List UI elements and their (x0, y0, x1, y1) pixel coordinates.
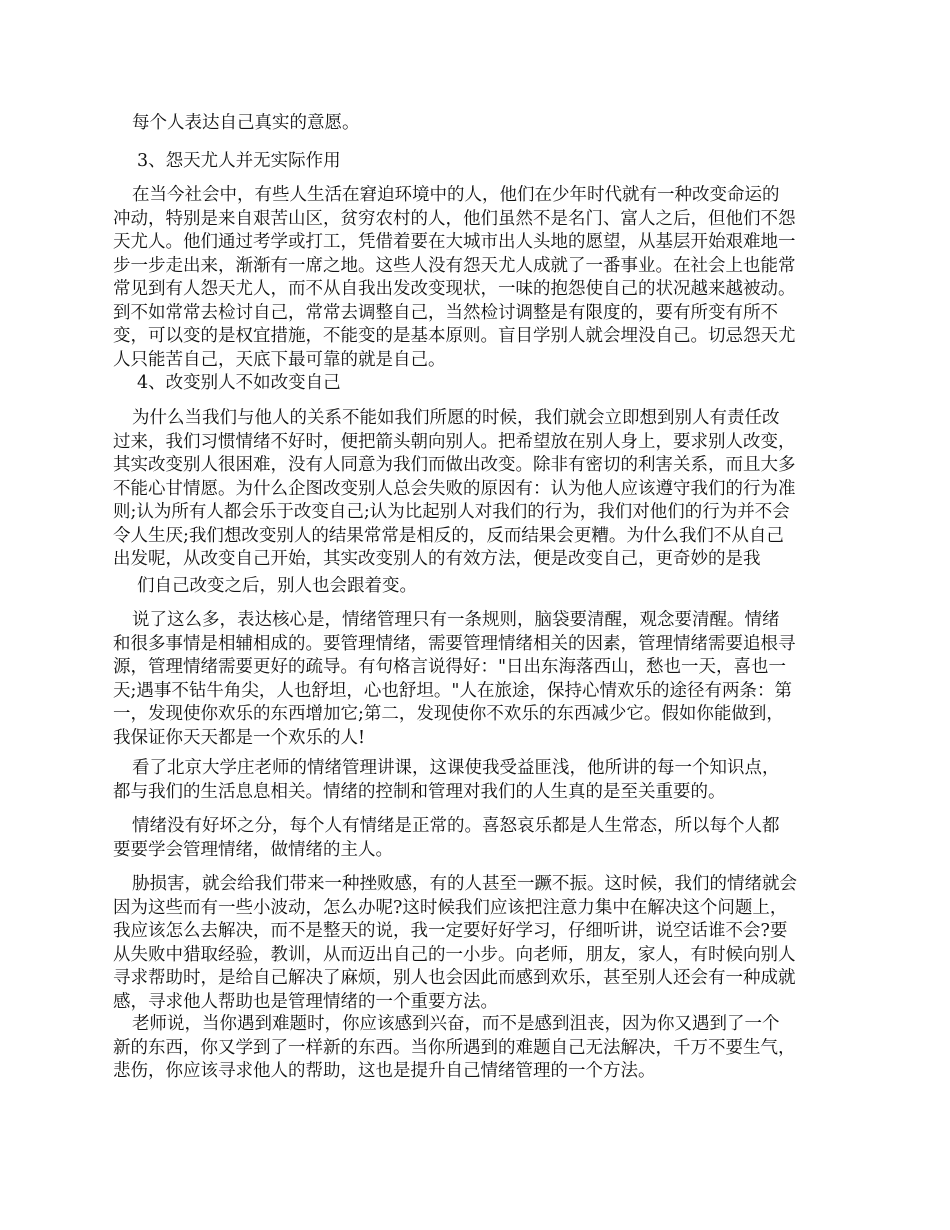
text-line: 在当今社会中，有些人生活在窘迫环境中的人，他们在少年时代就有一种改变命运的 (132, 185, 780, 205)
text-line: 胁损害，就会给我们带来一种挫败感，有的人甚至一蹶不振。这时候，我们的情绪就会 (132, 874, 797, 894)
text-line: 情绪没有好坏之分，每个人有情绪是正常的。喜怒哀乐都是人生常态，所以每个人都 (132, 816, 780, 836)
paragraph-1 (113, 112, 828, 136)
text-line: 要要学会管理情绪，做情绪的主人。 (113, 839, 393, 860)
text-line: 们自己改变之后，别人也会跟着变。 (137, 576, 417, 596)
text-line: 和很多事情是相辅相成的。要管理情绪，需要管理情绪相关的因素，管理情绪需要追根寻 (113, 633, 796, 654)
text-line: 人只能苦自己，天底下最可靠的就是自己。 (113, 349, 446, 370)
section-heading: 3、怨天尤人并无实际作用 (137, 151, 341, 171)
paragraph-7 (113, 609, 828, 750)
text-line: 冲动，特别是来自艰苦山区，贫穷农村的人，他们虽然不是名门、富人之后，但他们不怨 (113, 208, 796, 229)
text-line: 不能心甘情愿。为什么企图改变别人总会失败的原因有：认为他人应该遵守我们的行为准 (113, 478, 796, 499)
text-line: 悲伤，你应该寻求他人的帮助，这也是提升自己情绪管理的一个方法。 (113, 1061, 656, 1081)
text-line: 常见到有人怨天尤人，而不从自我出发改变现状，一味的抱怨使自己的状况越来越被动。 (113, 279, 796, 299)
text-line: 过来，我们习惯情绪不好时，便把箭头朝向别人。把希望放在别人身上，要求别人改变， (113, 431, 796, 452)
text-line: 老师说，当你遇到难题时，你应该感到兴奋，而不是感到沮丧，因为你又遇到了一个 (132, 1014, 780, 1034)
text-line: 寻求帮助时，是给自己解决了麻烦，别人也会因此而感到欢乐，甚至别人还会有一种成就 (113, 968, 796, 988)
text-line: 变，可以变的是权宜措施，不能变的是基本原则。盲目学别人就会埋没自己。切忌怨天尤 (113, 326, 796, 346)
paragraph-9 (113, 815, 828, 862)
paragraph-3 (113, 184, 828, 372)
text-line: 因为这些而有一些小波动，怎么办呢?这时候我们应该把注意力集中在解决这个问题上， (113, 897, 788, 918)
heading-4 (113, 372, 828, 396)
text-line: 说了这么多，表达核心是，情绪管理只有一条规则，脑袋要清醒，观念要清醒。情绪 (132, 610, 780, 630)
text-line: 感，寻求他人帮助也是管理情绪的一个重要方法。 (113, 991, 498, 1012)
text-line: 看了北京大学庄老师的情绪管理讲课，这课使我受益匪浅，他所讲的每一个知识点， (132, 758, 780, 778)
text-line: 每个人表达自己真实的意愿。 (132, 113, 360, 133)
heading-3 (113, 150, 828, 174)
text-line: 其实改变别人很困难，没有人同意为我们而做出改变。除非有密切的利害关系，而且大多 (113, 455, 796, 475)
text-line: 令人生厌;我们想改变别人的结果常常是相反的，反而结果会更糟。为什么我们不从自己 (113, 525, 784, 546)
text-line: 我应该怎么去解决，而不是整天的说，我一定要好好学习，仔细听讲，说空话谁不会?要 (113, 921, 788, 941)
paragraph-11 (113, 1013, 828, 1084)
text-line: 从失败中猎取经验，教训，从而迈出自己的一小步。向老师，朋友，家人，有时候向别人 (113, 944, 796, 965)
paragraph-5 (113, 407, 828, 572)
text-line: 我保证你天天都是一个欢乐的人! (113, 727, 366, 748)
paragraph-10 (113, 873, 828, 1014)
paragraph-6 (113, 575, 828, 599)
text-line: 新的东西，你又学到了一样新的东西。当你所遇到的难题自己无法解决，千万不要生气， (113, 1037, 796, 1058)
text-line: 源，管理情绪需要更好的疏导。有句格言说得好："日出东海落西山，愁也一天，喜也一 (113, 657, 787, 677)
paragraph-8 (113, 757, 828, 804)
text-line: 天;遇事不钻牛角尖，人也舒坦，心也舒坦。"人在旅途，保持心情欢乐的途径有两条：第 (113, 680, 792, 701)
text-line: 步一步走出来，渐渐有一席之地。这些人没有怨天尤人成就了一番事业。在社会上也能常 (113, 255, 796, 276)
text-line: 天尤人。他们通过考学或打工，凭借着要在大城市出人头地的愿望，从基层开始艰难地一 (113, 232, 796, 252)
text-line: 出发呢，从改变自己开始，其实改变别人的有效方法，便是改变自己，更奇妙的是我 (113, 549, 761, 569)
text-line: 都与我们的生活息息相关。情绪的控制和管理对我们的人生真的是至关重要的。 (113, 781, 726, 802)
text-line: 则;认为所有人都会乐于改变自己;认为比起别人对我们的行为，我们对他们的行为并不会 (113, 502, 790, 522)
text-line: 一，发现使你欢乐的东西增加它;第二，发现使你不欢乐的东西减少它。假如你能做到， (113, 704, 784, 724)
text-line: 为什么当我们与他人的关系不能如我们所愿的时候，我们就会立即想到别人有责任改 (132, 408, 780, 428)
section-heading: 4、改变别人不如改变自己 (137, 373, 341, 393)
text-line: 到不如常常去检讨自己，常常去调整自己，当然检讨调整是有限度的，要有所变有所不 (113, 302, 778, 323)
